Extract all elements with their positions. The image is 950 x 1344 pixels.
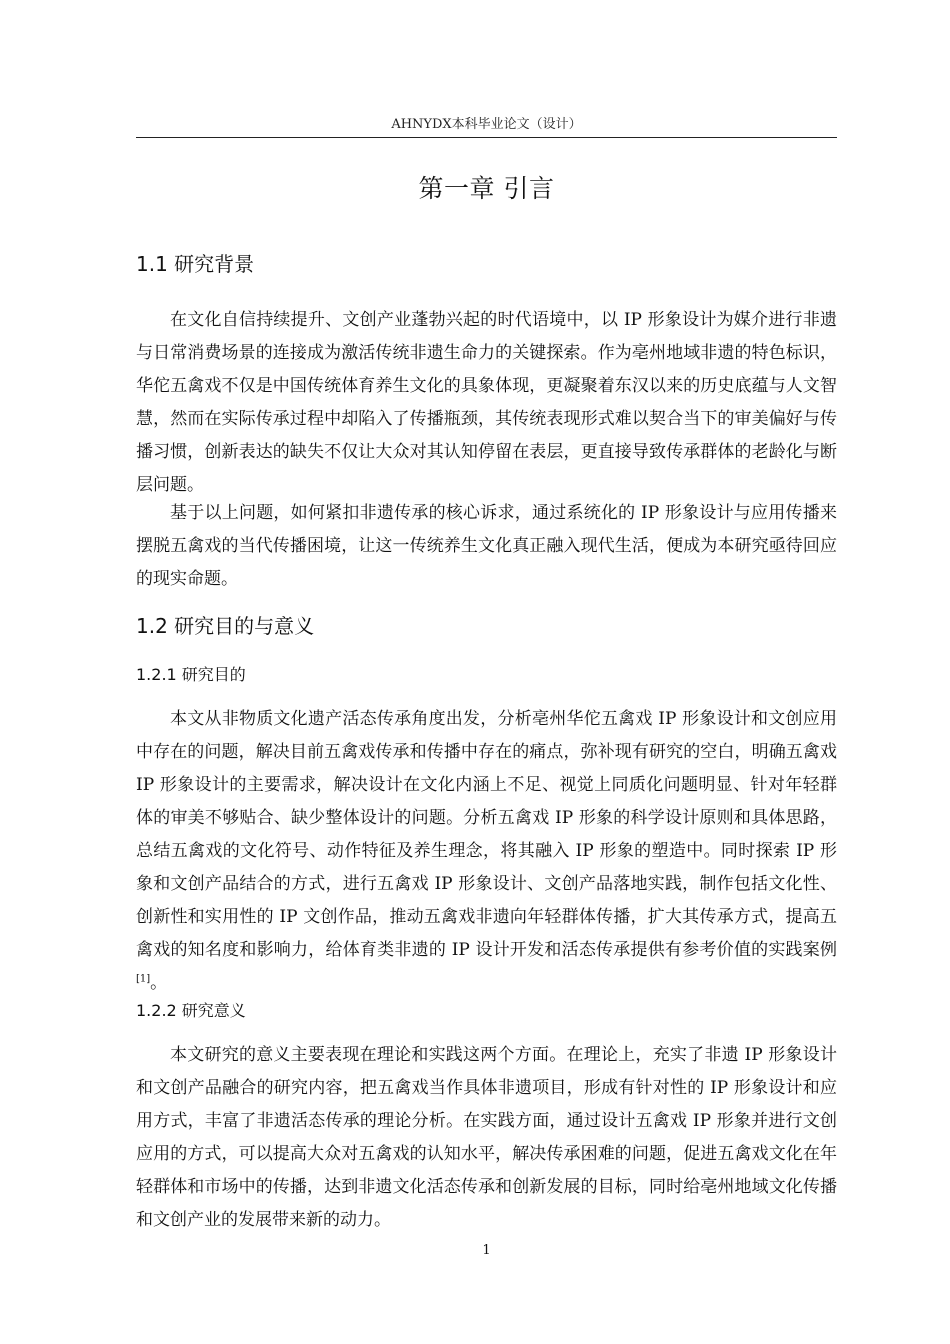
section-title-1-1: 1.1 研究背景	[136, 252, 255, 276]
paragraph-purpose-end: 。	[150, 973, 168, 993]
chapter-title: 第一章 引言	[418, 174, 555, 203]
paragraph-purpose-text: 本文从非物质文化遗产活态传承角度出发，分析亳州华佗五禽戏 IP 形象设计和文创应用中存在的问题，解决目前五禽戏传承和传播中存在的痛点，弥补现有研究的空白，明确五禽戏 IP 形象设计的主要需求，解决设计在文化内涵上不足、视觉上同质化问题明显、针对年轻群体的审美不够贴合、缺少整体设计的问题。分析五禽戏 IP 形象的科学设计原则和具体思路，总结五禽戏的文化符号、动作特征及养生理念，将其融入 IP 形象的塑造中。同时探索 IP 形象和文创产品结合的方式，进行五禽戏 IP 形象设计、文创产品落地实践，制作包括文化性、创新性和实用性的 IP 文创作品，推动五禽戏非遗向年轻群体传播，扩大其传承方式，提高五禽戏的知名度和影响力，给体育类非遗的 IP 设计开发和活态传承提供有参考价值的实践案例	[136, 709, 837, 960]
section-title-1-2: 1.2 研究目的与意义	[136, 614, 315, 638]
running-header: AHNYDX本科毕业论文（设计）	[391, 117, 582, 132]
paragraph-background-2: 基于以上问题，如何紧扣非遗传承的核心诉求，通过系统化的 IP 形象设计与应用传播来摆脱五禽戏的当代传播困境，让这一传统养生文化真正融入现代生活，便成为本研究亟待回应的现实命题。	[136, 503, 837, 589]
paragraph-significance: 本文研究的意义主要表现在理论和实践这两个方面。在理论上，充实了非遗 IP 形象设计和文创产品融合的研究内容，把五禽戏当作具体非遗项目，形成有针对性的 IP 形象设计和应用方式，丰富了非遗活态传承的理论分析。在实践方面，通过设计五禽戏 IP 形象并进行文创应用的方式，可以提高大众对五禽戏的认知水平，解决传承困难的问题，促进五禽戏文化在年轻群体和市场中的传播，达到非遗文化活态传承和创新发展的目标，同时给亳州地域文化传播和文创产业的发展带来新的动力。	[136, 1045, 837, 1230]
citation-ref[interactable]: [1]	[136, 973, 151, 985]
subsection-title-1-2-1: 1.2.1 研究目的	[136, 665, 246, 684]
header-rule	[136, 137, 837, 138]
page-number: 1	[482, 1243, 491, 1258]
paragraph-background-1: 在文化自信持续提升、文创产业蓬勃兴起的时代语境中，以 IP 形象设计为媒介进行非遗与日常消费场景的连接成为激活传统非遗生命力的关键探索。作为亳州地域非遗的特色标识，华佗五禽戏不仅是中国传统体育养生文化的具象体现，更凝聚着东汉以来的历史底蕴与人文智慧，然而在实际传承过程中却陷入了传播瓶颈，其传统表现形式难以契合当下的审美偏好与传播习惯，创新表达的缺失不仅让大众对其认知停留在表层，更直接导致传承群体的老龄化与断层问题。	[136, 310, 837, 495]
subsection-title-1-2-2: 1.2.2 研究意义	[136, 1001, 246, 1020]
paragraph-purpose	[136, 703, 837, 1000]
